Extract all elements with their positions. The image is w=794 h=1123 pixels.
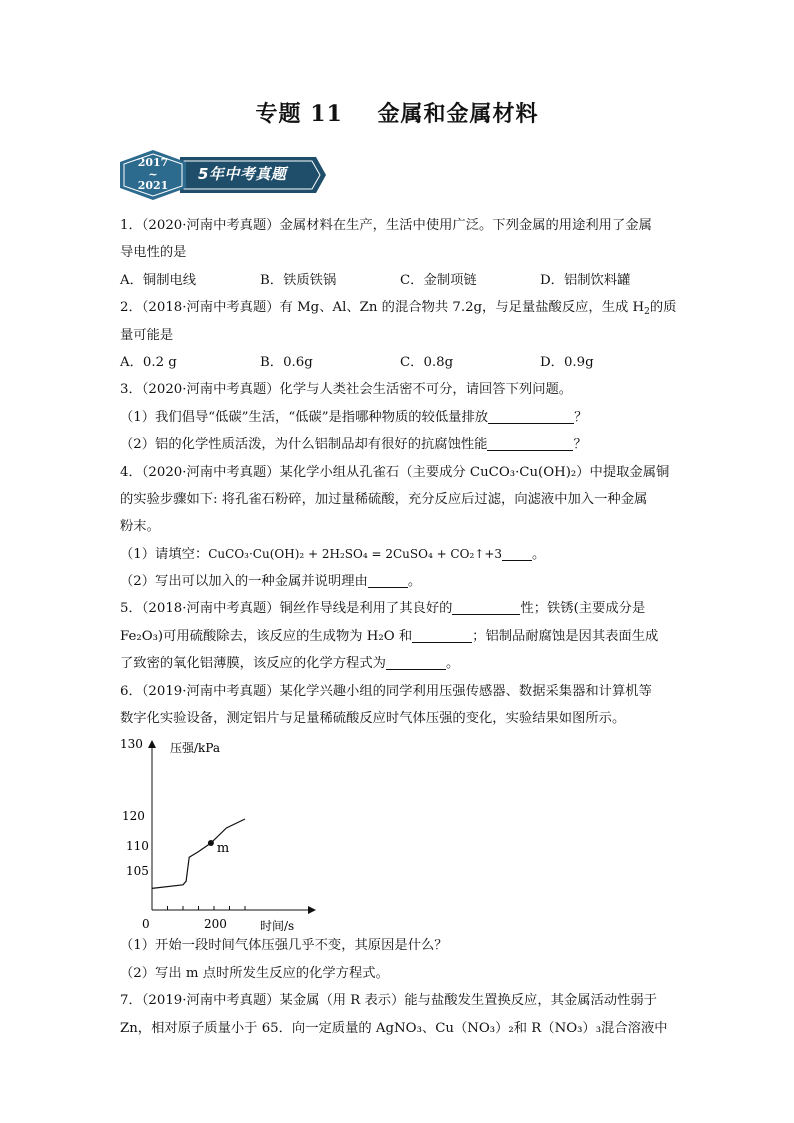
x-tick-marks xyxy=(168,906,246,910)
banner-year-end: 2021 xyxy=(137,179,169,192)
q3-part1 xyxy=(120,404,680,431)
q5-stem-line3 xyxy=(120,650,680,677)
q2-stem-text: 2．（2018·河南中考真题）有 Mg、Al、Zn 的混合物共 7.2g，与足量盐酸反应，生成 H xyxy=(120,300,645,316)
q3-part2-text: （2）铝的化学性质活泼，为什么铝制品却有很好的抗腐蚀性能 xyxy=(120,437,488,453)
q4-part2-text: （2）写出可以加入的一种金属并说明理由 xyxy=(120,574,368,590)
q2-option-a[interactable]: A．0.2 g xyxy=(120,354,177,370)
q2-option-d[interactable]: D．0.9g xyxy=(540,354,594,370)
y-axis-label: 压强/kPa xyxy=(170,741,221,756)
q2-options xyxy=(120,349,680,376)
q4-part1-end: 。 xyxy=(532,546,546,562)
q1-stem-line1: 1．（2020·河南中考真题）金属材料在生产，生活中使用广泛。下列金属的用途利用了金属 xyxy=(120,218,652,233)
q5-line3-text: 了致密的氧化铝薄膜，该反应的化学方程式为 xyxy=(120,656,386,672)
q3-stem: 3．（2020·河南中考真题）化学与人类社会生活密不可分，请回答下列问题。 xyxy=(120,382,573,398)
x-axis-label: 时间/s xyxy=(260,919,295,933)
q2-option-c[interactable]: C．0.8g xyxy=(400,354,454,370)
q3-part2 xyxy=(120,431,680,458)
q5-blank-1[interactable] xyxy=(452,599,520,615)
q5-line3-end: 。 xyxy=(445,656,460,672)
q1-stem-line2: 导电性的是 xyxy=(120,245,187,261)
q6-part1: （1）开始一段时间气体压强几乎不变，其原因是什么？ xyxy=(120,938,448,954)
q1-option-b[interactable]: B．铁质铁锅 xyxy=(260,272,337,288)
q6-stem-line2: 数字化实验设备，测定铝片与足量稀硫酸反应时气体压强的变化，实验结果如图所示。 xyxy=(120,711,626,727)
y-tick-105: 105 xyxy=(126,864,149,879)
q6-stem-line1: 6．（2019·河南中考真题）某化学兴趣小组的同学利用压强传感器、数据采集器和计算机等 xyxy=(120,683,652,699)
y-tick-130: 130 xyxy=(120,737,143,752)
q5-line2-text: Fe₂O₃)可用硫酸除去，该反应的生成物为 H₂O 和 xyxy=(120,628,413,644)
x-tick-0: 0 xyxy=(142,917,150,932)
q5-line2-end: ；铝制品耐腐蚀是因其表面生成 xyxy=(472,628,659,644)
q2-stem-line1 xyxy=(120,294,680,321)
banner-year-tilde: ~ xyxy=(148,168,158,181)
q5-stem-line2 xyxy=(120,623,680,650)
pressure-chart-svg xyxy=(120,732,320,932)
q1-option-a[interactable]: A．铜制电线 xyxy=(120,272,197,288)
q4-stem-line3: 粉末。 xyxy=(120,519,160,535)
q3-part1-end: ？ xyxy=(574,409,588,425)
q4-stem-line1: 4．（2020·河南中考真题）某化学小组从孔雀石（主要成分 CuCO₃·Cu(OH)₂）中提取金属铜 xyxy=(120,464,670,480)
q4-stem-line2: 的实验步骤如下: 将孔雀石粉碎，加过量稀硫酸，充分反应后过滤，向滤液中加入一种金属 xyxy=(120,491,648,507)
section-banner xyxy=(120,150,330,200)
point-m-marker xyxy=(208,840,214,846)
q4-part1-label: （1）请填空： xyxy=(120,546,209,562)
q2-stem-text-end: 的质 xyxy=(649,300,677,316)
q2-stem-line2: 量可能是 xyxy=(120,327,174,343)
q5-blank-3[interactable] xyxy=(386,654,446,670)
q4-part1-blank[interactable] xyxy=(502,545,532,561)
title-topic-name: 金属和金属材料 xyxy=(377,101,539,127)
pressure-time-graph xyxy=(120,732,680,932)
q5-line1-end: 性；铁锈(主要成分是 xyxy=(520,601,646,617)
q5-line1-text: 5．（2018·河南中考真题）铜丝作导线是利用了其良好的 xyxy=(120,601,453,617)
q1-option-c[interactable]: C．金制项链 xyxy=(400,272,477,288)
q4-part2-blank[interactable] xyxy=(368,572,408,588)
q5-stem-line1 xyxy=(120,595,680,622)
q3-part2-blank[interactable] xyxy=(487,435,573,451)
q4-part1 xyxy=(120,541,680,568)
y-tick-120: 120 xyxy=(122,809,145,824)
y-tick-110: 110 xyxy=(126,839,149,854)
q1-option-d[interactable]: D．铝制饮料罐 xyxy=(540,272,631,288)
x-tick-200: 200 xyxy=(204,917,227,932)
q3-part2-end: ？ xyxy=(573,437,587,453)
q5-blank-2[interactable] xyxy=(412,627,472,643)
q7-stem-line1: 7．（2019·河南中考真题）某金属（用 R 表示）能与盐酸发生置换反应，其金属活动性弱于 xyxy=(120,993,658,1009)
q1-options xyxy=(120,267,680,294)
pressure-curve xyxy=(152,819,245,888)
q6-part2: （2）写出 m 点时所发生反应的化学方程式。 xyxy=(120,965,389,981)
q2-subscript: 2 xyxy=(644,307,650,318)
point-m-label: m xyxy=(216,841,230,857)
banner-year-start: 2017 xyxy=(137,156,169,169)
q4-part1-equation: CuCO₃·Cu(OH)₂ + 2H₂SO₄ = 2CuSO₄ + CO₂↑+3 xyxy=(208,546,503,561)
q4-part2 xyxy=(120,568,680,595)
q3-part1-text: （1）我们倡导“低碳”生活，“低碳”是指哪种物质的较低量排放 xyxy=(120,409,489,425)
q7-stem-line2: Zn，相对原子质量小于 65．向一定质量的 AgNO₃、Cu（NO₃）₂和 R（NO₃）₃混合溶液中 xyxy=(120,1020,668,1036)
q2-option-b[interactable]: B．0.6g xyxy=(260,354,313,370)
page-title xyxy=(0,97,794,128)
q4-part2-end: 。 xyxy=(407,574,422,590)
title-topic-number: 专题 11 xyxy=(255,101,343,127)
q3-part1-blank[interactable] xyxy=(488,408,574,424)
question-list xyxy=(120,212,680,1042)
banner-label: 5年中考真题 xyxy=(198,165,287,183)
banner-years xyxy=(120,150,186,200)
